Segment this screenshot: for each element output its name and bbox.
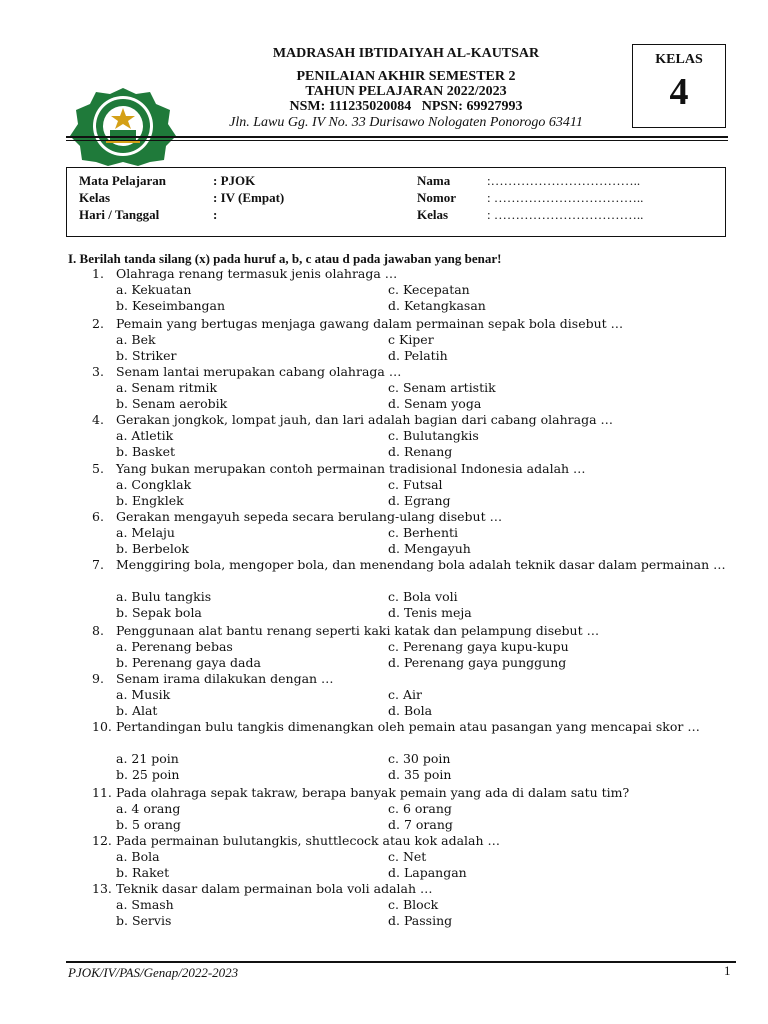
option-b[interactable]: b. Berbelok [116,541,190,556]
option-b[interactable]: b. Raket [116,865,170,880]
section-instruction: I. Berilah tanda silang (x) pada huruf a, b, c atau d pada jawaban yang benar! [68,251,502,266]
option-c[interactable]: c. Bulutangkis [388,428,479,443]
option-a[interactable]: a. Perenang bebas [116,639,233,654]
question-number: 13. [92,881,112,896]
question-number: 9. [92,671,104,686]
number-label: Nomor [417,190,456,205]
student-class-field[interactable]: : …………………………….. [487,207,644,222]
option-d[interactable]: d. Mengayuh [388,541,471,556]
question-number: 5. [92,461,104,476]
date-value: : [213,207,218,222]
option-a[interactable]: a. 21 poin [116,751,179,766]
class-box-number: 4 [669,71,689,113]
option-b[interactable]: b. Alat [116,703,158,718]
option-d[interactable]: d. 35 poin [388,767,452,782]
option-c[interactable]: c. Berhenti [388,525,459,540]
school-name: MADRASAH IBTIDAIYAH AL-KAUTSAR [272,46,540,61]
option-a[interactable]: a. Atletik [116,428,174,443]
question-number: 6. [92,509,104,524]
option-a[interactable]: a. Musik [116,687,171,702]
option-d[interactable]: d. Renang [388,444,453,459]
school-address: Jln. Lawu Gg. IV No. 33 Durisawo Nologaten Ponorogo 63411 [229,115,583,130]
header-divider [66,136,728,138]
option-d[interactable]: d. Tenis meja [388,605,472,620]
option-d[interactable]: d. Senam yoga [388,396,482,411]
option-a[interactable]: a. Bek [116,332,156,347]
option-c[interactable]: c. Net [388,849,427,864]
question-number: 8. [92,623,104,638]
option-d[interactable]: d. Lapangan [388,865,467,880]
question-text: Pertandingan bulu tangkis dimenangkan oleh pemain atau pasangan yang mencapai skor … [116,719,700,734]
class-box-label: KELAS [655,52,703,67]
subject-value: : PJOK [213,173,256,188]
question-text: Menggiring bola, mengoper bola, dan menendang bola adalah teknik dasar dalam permainan … [116,557,726,572]
question-text: Gerakan jongkok, lompat jauh, dan lari adalah bagian dari cabang olahraga … [116,412,614,427]
question-text: Gerakan mengayuh sepeda secara berulang-ulang disebut … [116,509,503,524]
question-text: Penggunaan alat bantu renang seperti kaki katak dan pelampung disebut … [116,623,600,638]
option-c[interactable]: c. Futsal [388,477,443,492]
option-d[interactable]: d. Passing [388,913,453,928]
question-number: 12. [92,833,112,848]
header-divider-thin [66,140,728,141]
question-text: Pemain yang bertugas menjaga gawang dalam permainan sepak bola disebut … [116,316,624,331]
option-c[interactable]: c. 6 orang [388,801,452,816]
exam-title: PENILAIAN AKHIR SEMESTER 2 [296,69,516,84]
question-number: 1. [92,266,104,281]
option-c[interactable]: c. Perenang gaya kupu-kupu [388,639,569,654]
option-b[interactable]: b. Servis [116,913,172,928]
option-d[interactable]: d. Ketangkasan [388,298,486,313]
footer-code: PJOK/IV/PAS/Genap/2022-2023 [68,965,239,980]
student-class-label: Kelas [417,207,449,222]
question-number: 7. [92,557,104,572]
option-a[interactable]: a. Senam ritmik [116,380,218,395]
question-text: Olahraga renang termasuk jenis olahraga … [116,266,398,281]
option-c[interactable]: c. 30 poin [388,751,451,766]
subject-label: Mata Pelajaran [79,173,167,188]
option-c[interactable]: c. Kecepatan [388,282,470,297]
question-number: 4. [92,412,104,427]
student-identity-box [66,167,726,237]
school-logo-icon [66,86,180,166]
option-b[interactable]: b. Senam aerobik [116,396,228,411]
option-b[interactable]: b. Engklek [116,493,184,508]
date-label: Hari / Tanggal [79,207,160,222]
school-ids: NSM: 111235020084 NPSN: 69927993 [289,99,523,114]
option-a[interactable]: a. Bola [116,849,160,864]
option-a[interactable]: a. Kekuatan [116,282,192,297]
option-b[interactable]: b. Striker [116,348,177,363]
page-number: 1 [724,963,731,978]
class-box [632,44,726,128]
option-b[interactable]: b. 25 poin [116,767,180,782]
option-b[interactable]: b. Sepak bola [116,605,202,620]
option-c[interactable]: c. Senam artistik [388,380,496,395]
name-field[interactable]: :…………………………….. [487,173,641,188]
option-b[interactable]: b. Perenang gaya dada [116,655,261,670]
option-b[interactable]: b. Basket [116,444,175,459]
option-c[interactable]: c. Block [388,897,439,912]
question-text: Senam lantai merupakan cabang olahraga … [116,364,402,379]
option-a[interactable]: a. 4 orang [116,801,181,816]
option-c[interactable]: c. Bola voli [388,589,458,604]
question-number: 11. [92,785,112,800]
question-text: Senam irama dilakukan dengan … [116,671,334,686]
class-label: Kelas [79,190,111,205]
option-a[interactable]: a. Melaju [116,525,175,540]
question-text: Pada olahraga sepak takraw, berapa banyak pemain yang ada di dalam satu tim? [116,785,630,800]
option-d[interactable]: d. Egrang [388,493,451,508]
option-d[interactable]: d. Bola [388,703,433,718]
name-label: Nama [417,173,451,188]
number-field[interactable]: : …………………………….. [487,190,644,205]
option-a[interactable]: a. Smash [116,897,174,912]
question-number: 3. [92,364,104,379]
option-a[interactable]: a. Congklak [116,477,192,492]
question-text: Yang bukan merupakan contoh permainan tradisional Indonesia adalah … [116,461,586,476]
option-a[interactable]: a. Bulu tangkis [116,589,212,604]
option-b[interactable]: b. 5 orang [116,817,181,832]
footer-divider [66,961,736,963]
question-text: Teknik dasar dalam permainan bola voli adalah … [116,881,433,896]
option-d[interactable]: d. 7 orang [388,817,453,832]
option-c[interactable]: c. Air [388,687,422,702]
question-number: 2. [92,316,104,331]
option-b[interactable]: b. Keseimbangan [116,298,226,313]
question-number: 10. [92,719,112,734]
question-text: Pada permainan bulutangkis, shuttlecock atau kok adalah … [116,833,501,848]
option-c[interactable]: c Kiper [388,332,434,347]
class-value: : IV (Empat) [213,190,285,205]
option-d[interactable]: d. Perenang gaya punggung [388,655,567,670]
school-year: TAHUN PELAJARAN 2022/2023 [305,84,507,99]
option-d[interactable]: d. Pelatih [388,348,448,363]
